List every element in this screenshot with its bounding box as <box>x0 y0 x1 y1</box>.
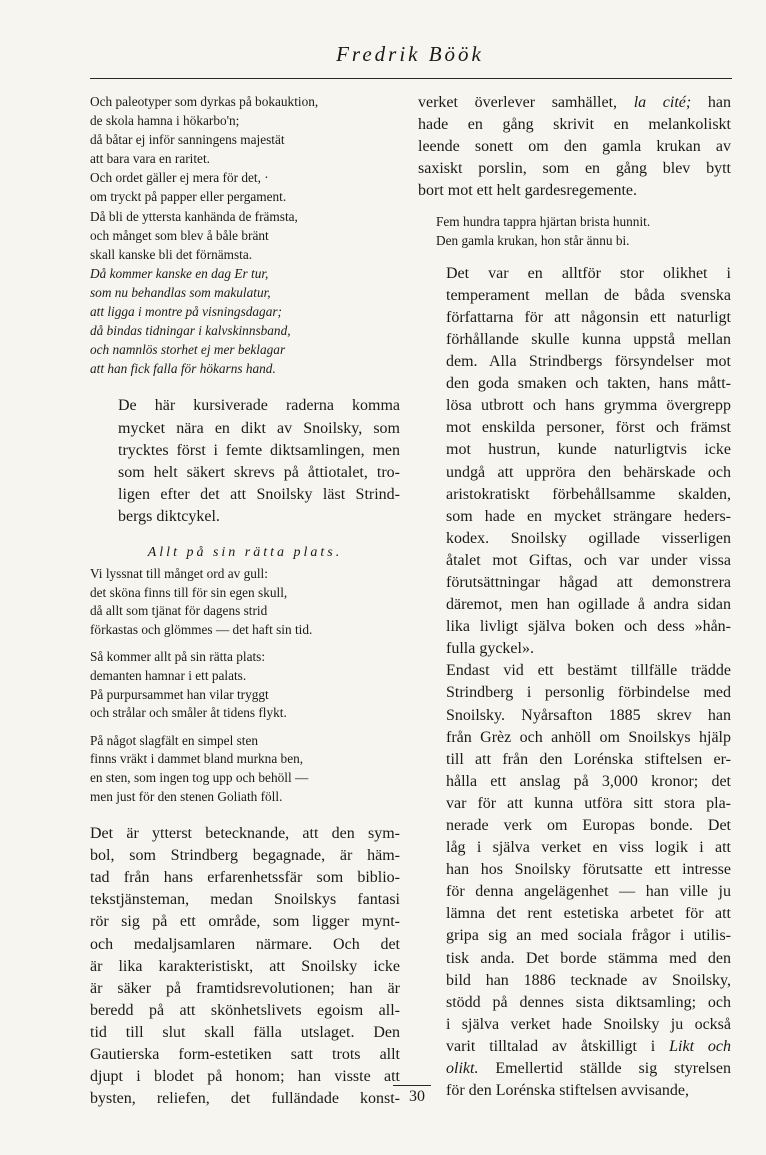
text-line: kodex. Snoilsky ogillade visserligen <box>446 529 731 547</box>
text-line: Den gamla krukan, hon står ännu bi. <box>436 233 630 249</box>
text-line: hade en gång skrivit en melankoliskt <box>418 116 731 134</box>
text-line: lösa utbrott och hans grymma övergrepp <box>446 397 731 415</box>
text-line: och namnlös storhet ej mer beklagar <box>90 342 286 358</box>
text-line: som nu behandlas som makulatur, <box>90 284 271 300</box>
text-line: På något slagfält en simpel sten <box>90 732 259 748</box>
text-line: förhållande skulle kunna uppstå mellan <box>446 330 731 348</box>
paragraph-verket <box>418 92 731 202</box>
text-line: dem. Alla Strindbergs försyndelser mot <box>446 353 731 371</box>
text-line: mot enskilda personer, först och främst <box>446 419 731 437</box>
text-line: för den Lorénska stiftelsen avvisande, <box>446 1082 690 1100</box>
text-line: han hos Snoilsky förutsatte ett intresse <box>446 861 731 879</box>
text-line: som hade en mycket strängare heders- <box>446 507 731 525</box>
page-number-rule <box>393 1085 431 1086</box>
text-line: den goda smaken och takten, hans mått- <box>446 375 731 393</box>
text-line: är lika karakteristiskt, att Snoilsky icke <box>90 957 400 975</box>
text-line: då båtar ej inför sanningens majestät <box>90 132 285 148</box>
text-line: för denna angelägenhet — han ville ju <box>446 883 731 901</box>
poem-stanza-1 <box>90 565 400 639</box>
text-line: och månget som blev å båle bränt <box>90 227 269 243</box>
text-line: Det var en alltför stor olikhet i <box>446 264 731 282</box>
text-line: lämna det rent estetiska arbetet för att <box>446 905 731 923</box>
text-line: nerade verk om Europas bonde. Det <box>446 817 731 834</box>
text-line: fulla gyckel». <box>446 640 534 658</box>
text-line: i själva verket hade Snoilsky ju också <box>446 1015 731 1033</box>
text-line: då bindas tidningar i kalvskinnsband, <box>90 323 291 339</box>
text-line: om tryckt på papper eller pergament. <box>90 189 287 205</box>
text-line: från Grèz och anhöll om Snoilskys hjälp <box>446 728 731 746</box>
right-column <box>418 92 731 1102</box>
text-run: Emellertid ställde sig styrelsen <box>495 1060 732 1078</box>
text-line: Då bli de yttersta kanhända de främsta, <box>90 208 298 224</box>
text-line: Strindberg i personlig förbindelse med <box>446 684 731 702</box>
text-line: författarna för att någonsin ett naturligt <box>446 308 731 326</box>
text-line: trycktes först i femte diktsamlingen, men <box>118 441 400 459</box>
text-line: Och paleotyper som dyrkas på bokauktion, <box>90 94 319 109</box>
text-line: skall kanske bli det förnämsta. <box>90 246 253 262</box>
text-line: bysten, reliefen, det fulländade konst- <box>90 1090 400 1108</box>
text-line: mycket nära en dikt av Snoilsky, som <box>118 419 400 437</box>
paragraph-kursiverade <box>90 395 400 528</box>
text-line: rör sig på ett område, som ligger mynt- <box>90 913 400 931</box>
text-line: men just för den stenen Goliath föll. <box>90 788 283 804</box>
text-line: tad från hans erfarenhetssfär som biblio- <box>90 869 400 887</box>
text-line: demanten hamnar i ett palats. <box>90 667 247 683</box>
text-line: bergs diktcykel. <box>118 507 220 525</box>
text-line: och medaljsamlaren närmare. Och det <box>90 935 400 953</box>
header-rule <box>90 78 732 79</box>
text-line: Gautierska form-estetiken satt trots allt <box>90 1046 400 1064</box>
text-line: tid till slut skall fälla utslaget. Den <box>90 1023 400 1041</box>
text-line: Endast vid ett bestämt tillfälle trädde <box>446 662 731 680</box>
italic-phrase: la cité; <box>633 94 692 111</box>
text-line: då allt som tjänat för dagens strid <box>90 603 268 619</box>
text-line: aristokratiskt förbehållsamme skalden, <box>446 485 731 503</box>
text-line: De här kursiverade raderna komma <box>118 397 400 415</box>
quote-block <box>418 213 731 250</box>
text-line: Fem hundra tappra hjärtan brista hunnit. <box>436 214 651 230</box>
text-line: de skola hamna i hökarbo'n; <box>90 113 240 129</box>
text-run: han <box>707 94 732 111</box>
text-line: Då kommer kanske en dag Er tur, <box>90 265 269 281</box>
text-line: djupt i blodet på honom; han visste att <box>90 1068 400 1086</box>
verse-block-italic <box>90 264 400 379</box>
text-line: temperament mellan de båda svenska <box>446 286 731 304</box>
text-line: tisk anda. Det borde stämma med den <box>446 949 731 967</box>
text-line: som helt säkert skrevs på åttiotalet, tro- <box>118 463 400 481</box>
text-line: till att från den Lorénska stiftelsen er- <box>446 750 731 768</box>
left-column <box>90 92 400 1110</box>
text-line: däremot, men han ogillade å andra sidan <box>446 596 731 614</box>
text-line: låg i själva verket en viss logik i att <box>446 839 731 857</box>
text-line: finns vräkt i dammet bland murkna ben, <box>90 751 304 767</box>
text-line: det sköna finns till för sin egen skull, <box>90 584 288 600</box>
poem-title: Allt på sin rätta plats. <box>147 544 343 560</box>
text-line: är säker på framtidsrevolutionen; han är <box>90 979 400 997</box>
italic-title: Likt och <box>669 1037 731 1055</box>
text-run: varit tilltalad av åtskilligt i <box>446 1037 656 1055</box>
text-line: lika livligt själva boken och dess »hån- <box>446 618 731 636</box>
page-number: 30 <box>409 1088 425 1105</box>
text-line: Och ordet gäller ej mera för det, · <box>90 170 269 186</box>
text-line: gripa sig an med sociala frågor i utilis- <box>446 927 731 945</box>
text-line: Snoilsky. Nyårsafton 1885 skrev han <box>446 706 731 724</box>
text-line: Så kommer allt på sin rätta plats: <box>90 649 266 665</box>
text-run: verket överlever samhället, <box>418 94 618 111</box>
paragraph-betecknande <box>90 823 400 1110</box>
text-line: leende sonett om den gamla krukan av <box>418 138 731 156</box>
poem-stanza-2 <box>90 648 400 722</box>
text-line: ligen efter det att Snoilsky läst Strind- <box>118 485 400 503</box>
text-line: bort mot ett helt gardesregemente. <box>418 182 638 200</box>
text-line: förkastas och glömmes — det haft sin tid. <box>90 621 313 637</box>
text-line: en sten, som ingen tog upp och behöll — <box>90 769 309 785</box>
text-line: beredd på att skönhetslivets egoism all- <box>90 1001 400 1019</box>
poem-stanza-3 <box>90 732 400 806</box>
text-line: Det är ytterst betecknande, att den sym- <box>90 825 400 843</box>
text-line: att han fick falla för hökarns hand. <box>90 361 276 377</box>
text-line: att ligga i montre på visningsdagar; <box>90 304 282 320</box>
text-line: På purpursammet han vilar tryggt <box>90 686 269 702</box>
text-line: förutsättningar hågad att demonstrera <box>446 573 731 591</box>
running-header: Fredrik Böök <box>336 42 484 66</box>
paragraph-endast <box>418 660 731 1102</box>
text-line: tekstjänsteman, medan Snoilskys fantasi <box>90 891 400 909</box>
text-line: mot hustrun, kunde naturligtvis icke <box>446 441 731 459</box>
text-line: att bara vara en raritet. <box>90 151 210 167</box>
text-line: Vi lyssnat till månget ord av gull: <box>90 565 268 581</box>
text-line: bol, som Strindberg begagnade, är häm- <box>90 847 400 865</box>
text-line: hålla ett anslag på 3,000 kronor; det <box>446 772 731 790</box>
text-line: saxiskt porslin, som en gång blev bytt <box>418 160 731 178</box>
text-line: bild han 1886 tecknade av Snoilsky, <box>446 971 731 989</box>
text-line: åtalet mot Giftas, och var under vissa <box>446 551 731 569</box>
paragraph-olikhet <box>418 263 731 661</box>
italic-title: olikt. <box>446 1060 479 1078</box>
verse-block-roman <box>90 92 400 264</box>
text-line: undgå att uppröra den behärskade och <box>446 463 731 481</box>
text-line: och strålar och småler åt tidens flykt. <box>90 705 287 721</box>
text-line: var för att kunna utföra sitt stora pla- <box>446 794 731 812</box>
text-line: stödd på dennes sista diktsamling; och <box>446 993 731 1011</box>
